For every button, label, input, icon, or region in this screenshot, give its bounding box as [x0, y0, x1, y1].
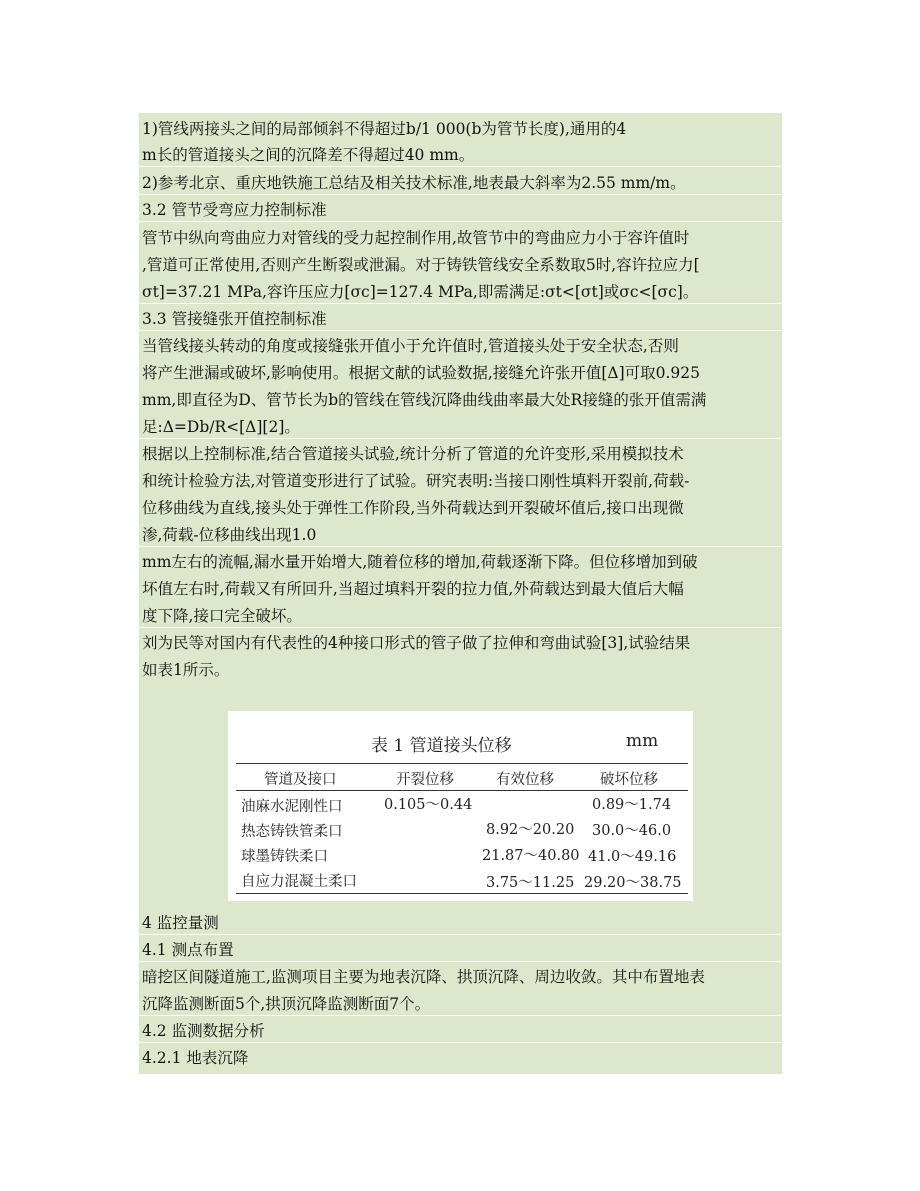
paragraph-line: 坏值左右时,荷载又有所回升,当超过填料开裂的拉力值,外荷载达到最大值后大幅	[142, 580, 684, 598]
paragraph-line: 渗,荷载-位移曲线出现1.0	[142, 526, 317, 544]
paragraph-line: 和统计检验方法,对管道变形进行了试验。研究表明:当接口刚性填料开裂前,荷载-	[142, 472, 690, 490]
table-cell: 29.20～38.75	[584, 875, 682, 891]
section-heading-4-2: 4.2 监测数据分析	[142, 1022, 265, 1040]
paragraph-line: mm,即直径为D、管节长为b的管线在管线沉降曲线曲率最大处R接缝的张开值需满	[142, 391, 707, 409]
table-cell: 油麻水泥刚性口	[241, 799, 343, 815]
row-divider	[139, 546, 782, 547]
paragraph-line: 当管线接头转动的角度或接缝张开值小于允许值时,管道接头处于安全状态,否则	[142, 337, 679, 355]
paragraph-line: 暗挖区间隧道施工,监测项目主要为地表沉降、拱顶沉降、周边收敛。其中布置地表	[142, 968, 705, 986]
table-cell: 热态铸铁管柔口	[241, 824, 343, 840]
paragraph-line: mm左右的流幅,漏水量开始增大,随着位移的增加,荷载逐渐下降。但位移增加到破	[142, 553, 698, 571]
table-caption	[228, 731, 693, 757]
row-divider	[139, 1015, 782, 1016]
section-heading-3-3: 3.3 管接缝张开值控制标准	[142, 310, 327, 328]
table-cell: 0.105～0.44	[384, 797, 473, 813]
table-cell: 30.0～46.0	[592, 823, 672, 839]
section-heading-4-1: 4.1 测点布置	[142, 941, 234, 959]
row-divider	[139, 934, 782, 935]
table-cell: 0.89～1.74	[592, 797, 672, 813]
paragraph-line: 度下降,接口完全破坏。	[142, 607, 302, 625]
table-header-rule	[236, 790, 688, 791]
row-divider	[139, 221, 782, 222]
paragraph-line: 2)参考北京、重庆地铁施工总结及相关技术标准,地表最大斜率为2.55 mm/m。	[142, 174, 686, 192]
row-divider	[139, 166, 782, 167]
table-cell: 3.75～11.25	[486, 875, 575, 891]
table-cell: 8.92～20.20	[486, 822, 575, 838]
row-divider	[139, 1042, 782, 1043]
row-divider	[139, 303, 782, 304]
table-unit: mm	[626, 731, 659, 751]
table-header-cell: 有效位移	[496, 772, 554, 788]
paragraph-line: 1)管线两接头之间的局部倾斜不得超过b/1 000(b为管节长度),通用的4	[142, 120, 627, 138]
paragraph-line: 刘为民等对国内有代表性的4种接口形式的管子做了拉伸和弯曲试验[3],试验结果	[142, 634, 691, 652]
row-divider	[139, 194, 782, 195]
paragraph-line: σt]=37.21 MPa,容许压应力[σc]=127.4 MPa,即需满足:σt<[σt]或σc<[σc]。	[142, 283, 699, 301]
table-cell: 41.0～49.16	[588, 849, 677, 865]
table-bottom-rule	[236, 893, 688, 894]
table-cell: 21.87～40.80	[482, 848, 580, 864]
paragraph-line: m长的管道接头之间的沉降差不得超过40 mm。	[142, 146, 475, 164]
paragraph-line: 将产生泄漏或破坏,影响使用。根据文献的试验数据,接缝允许张开值[Δ]可取0.925	[142, 364, 701, 382]
paragraph-line: 沉降监测断面5个,拱顶沉降监测断面7个。	[142, 995, 431, 1013]
table-header-cell: 破坏位移	[600, 772, 658, 788]
paragraph-line: 如表1所示。	[142, 661, 230, 679]
paragraph-line: 管节中纵向弯曲应力对管线的受力起控制作用,故管节中的弯曲应力小于容许值时	[142, 229, 690, 247]
table-cell: 球墨铸铁柔口	[241, 849, 328, 865]
table-top-rule	[236, 763, 688, 764]
row-divider	[139, 961, 782, 962]
table-1-pipe-joint-displacement	[228, 711, 693, 901]
table-title: 表 1 管道接头位移	[371, 736, 512, 756]
row-divider	[139, 438, 782, 439]
section-heading-3-2: 3.2 管节受弯应力控制标准	[142, 201, 327, 219]
section-heading-4-2-1: 4.2.1 地表沉降	[142, 1049, 249, 1067]
section-heading-4: 4 监控量测	[142, 914, 219, 932]
table-header-cell: 管道及接口	[264, 772, 337, 788]
paragraph-line: ,管道可正常使用,否则产生断裂或泄漏。对于铸铁管线安全系数取5时,容许拉应力[	[142, 256, 700, 274]
row-divider	[139, 627, 782, 628]
paragraph-line: 位移曲线为直线,接头处于弹性工作阶段,当外荷载达到开裂破坏值后,接口出现微	[142, 499, 684, 517]
table-cell: 自应力混凝土柔口	[241, 874, 357, 890]
paragraph-line: 根据以上控制标准,结合管道接头试验,统计分析了管道的允许变形,采用模拟技术	[142, 445, 684, 463]
table-header-cell: 开裂位移	[396, 772, 454, 788]
paragraph-line: 足:Δ=Db/R<[Δ][2]。	[142, 418, 300, 436]
row-divider	[139, 330, 782, 331]
